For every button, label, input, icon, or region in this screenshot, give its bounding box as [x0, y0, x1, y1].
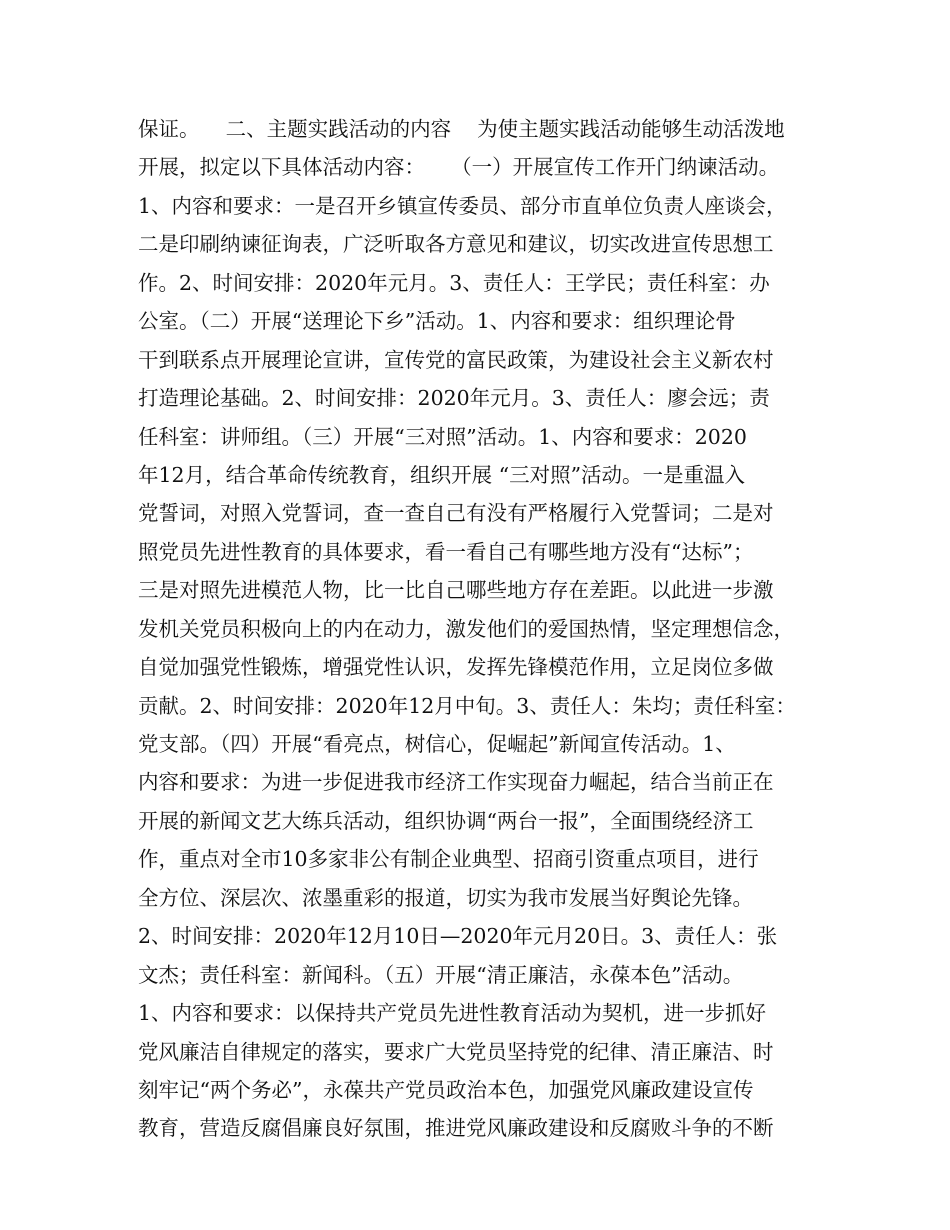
- text-line: 开展，拟定以下具体活动内容： （一）开展宣传工作开门纳谏活动。: [138, 155, 780, 180]
- text-line: 2、时间安排：2020年12月10日—2020年元月20日。3、责任人：张: [138, 924, 778, 949]
- text-line: 教育，营造反腐倡廉良好氛围，推进党风廉政建设和反腐败斗争的不断: [138, 1116, 774, 1141]
- text-line: 公室。（二）开展“送理论下乡”活动。1、内容和要求：组织理论骨: [138, 309, 736, 334]
- text-line: 打造理论基础。2、时间安排：2020年元月。3、责任人：廖会远；责: [138, 386, 770, 411]
- text-line: 1、内容和要求：以保持共产党员先进性教育活动为契机，进一步抓好: [138, 1001, 767, 1026]
- text-line: 刻牢记“两个务必”，永葆共产党员政治本色，加强党风廉政建设宣传: [138, 1077, 754, 1102]
- text-line: 党誓词，对照入党誓词，查一查自己有没有严格履行入党誓词；二是对: [138, 501, 774, 526]
- text-line: 发机关党员积极向上的内在动力，激发他们的爱国热情，坚定理想信念，: [138, 616, 794, 641]
- text-line: 内容和要求：为进一步促进我市经济工作实现奋力崛起，结合当前正在: [138, 770, 774, 795]
- text-line: 作，重点对全市10多家非公有制企业典型、招商引资重点项目，进行: [138, 847, 759, 872]
- text-line: 保证。 二、主题实践活动的内容 为使主题实践活动能够生动活泼地: [138, 117, 785, 141]
- text-line: 开展的新闻文艺大练兵活动，组织协调“两台一报”，全面围绕经济工: [138, 808, 754, 833]
- text-line: 文杰；责任科室：新闻科。（五）开展“清正廉洁，永葆本色”活动。: [138, 962, 744, 987]
- text-line: 贡献。2、时间安排：2020年12月中旬。3、责任人：朱均；责任科室：: [138, 693, 796, 718]
- text-line: 三是对照先进模范人物，比一比自己哪些地方存在差距。以此进一步激: [138, 578, 774, 603]
- text-line: 党风廉洁自律规定的落实，要求广大党员坚持党的纪律、清正廉洁、时: [138, 1039, 774, 1064]
- text-line: 年12月，结合革命传统教育，组织开展 “三对照”活动。一是重温入: [138, 462, 746, 487]
- text-line: 干到联系点开展理论宣讲，宣传党的富民政策，为建设社会主义新农村: [138, 347, 774, 372]
- text-line: 全方位、深层次、浓墨重彩的报道，切实为我市发展当好舆论先锋。: [138, 885, 753, 910]
- text-line: 党支部。（四）开展“看亮点，树信心，促崛起”新闻宣传活动。1、: [138, 732, 736, 756]
- text-line: 1、内容和要求：一是召开乡镇宣传委员、部分市直单位负责人座谈会，: [138, 193, 787, 218]
- text-line: 自觉加强党性锻炼，增强党性认识，发挥先锋模范作用，立足岗位多做: [138, 655, 774, 680]
- text-line: 照党员先进性教育的具体要求，看一看自己有哪些地方没有“达标”；: [138, 539, 754, 564]
- text-line: 任科室：讲师组。（三）开展“三对照”活动。1、内容和要求：2020: [138, 424, 747, 449]
- text-line: 二是印刷纳谏征询表，广泛听取各方意见和建议，切实改进宣传思想工: [138, 232, 774, 257]
- body-text: [138, 110, 838, 1148]
- text-line: 作。2、时间安排：2020年元月。3、责任人：王学民；责任科室：办: [138, 270, 770, 295]
